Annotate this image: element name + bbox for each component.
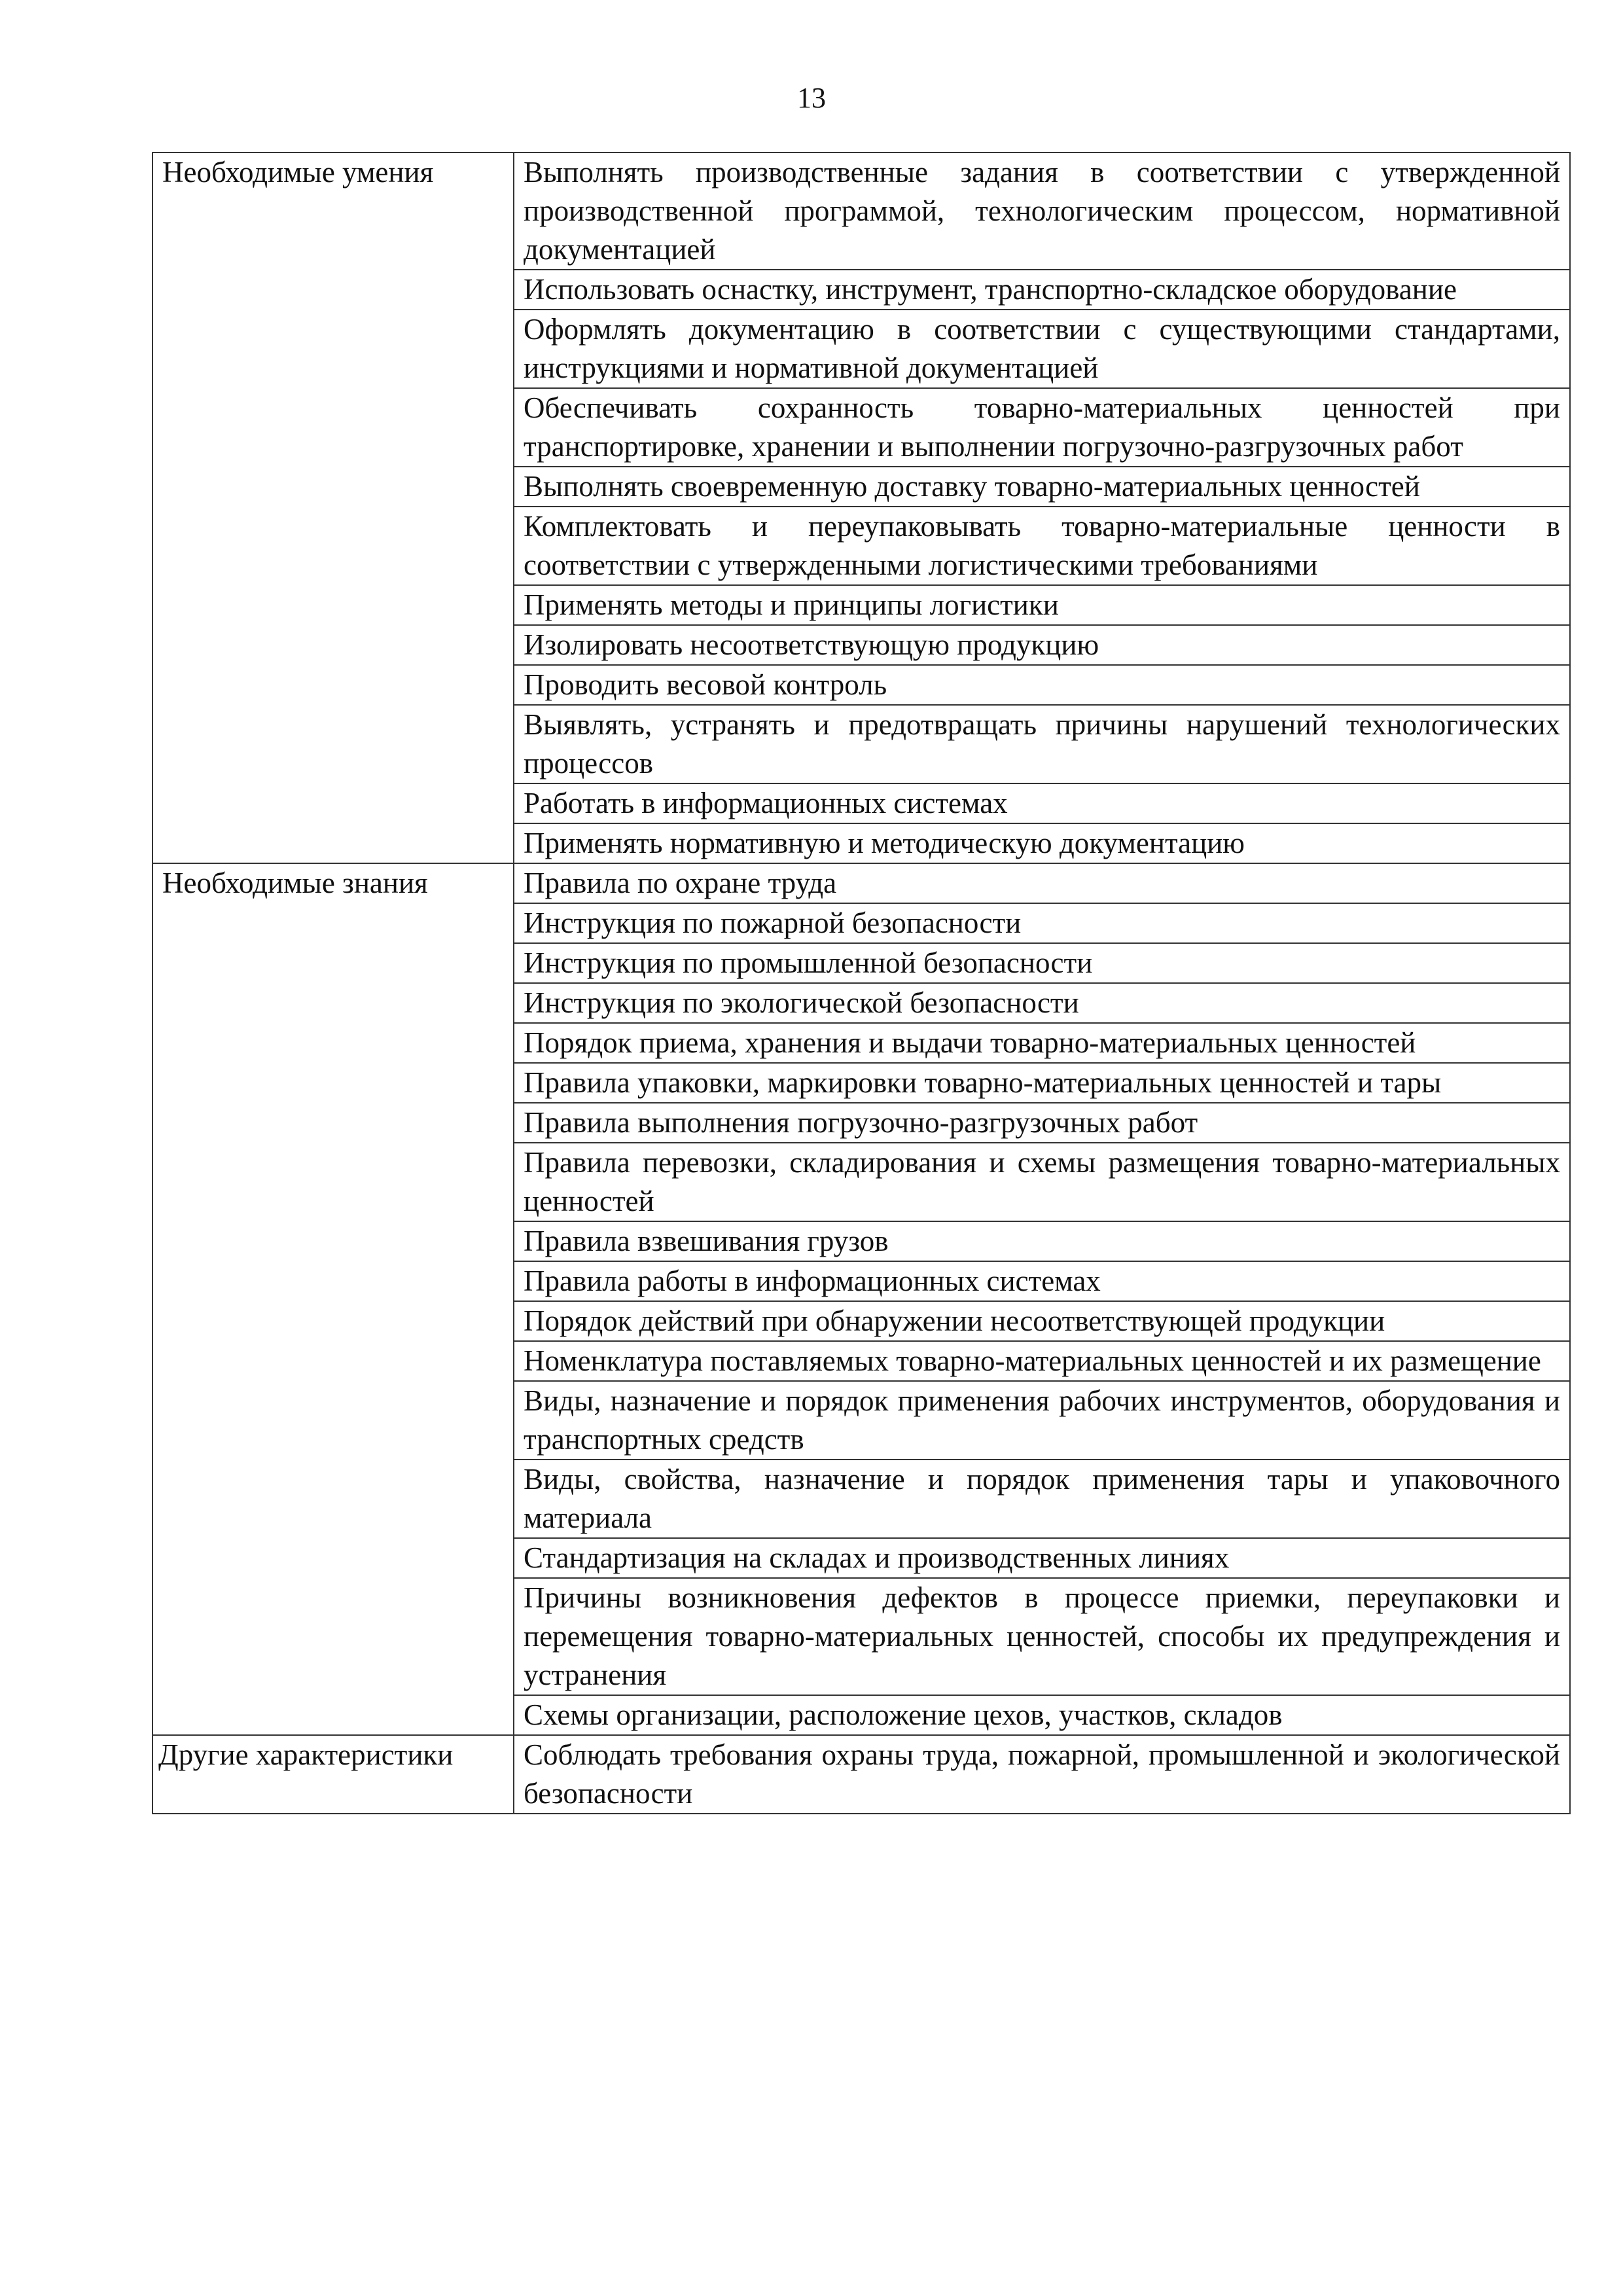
- requirement-item: Соблюдать требования охраны труда, пожарной, промышленной и экологической безопасности: [514, 1735, 1570, 1814]
- requirement-item: Номенклатура поставляемых товарно-материальных ценностей и их размещение: [514, 1341, 1570, 1381]
- requirement-item: Комплектовать и переупаковывать товарно-материальные ценности в соответствии с утвержденными логистическими требованиями: [514, 507, 1570, 585]
- section-label: Необходимые умения: [152, 152, 514, 863]
- requirement-item: Выполнять производственные задания в соответствии с утвержденной производственной программой, технологическим процессом, нормативной документацией: [514, 152, 1570, 270]
- requirement-item: Виды, свойства, назначение и порядок применения тары и упаковочного материала: [514, 1460, 1570, 1538]
- requirement-item: Порядок действий при обнаружении несоответствующей продукции: [514, 1301, 1570, 1341]
- requirement-item: Инструкция по промышленной безопасности: [514, 943, 1570, 983]
- requirement-item: Правила по охране труда: [514, 863, 1570, 903]
- requirement-item: Правила выполнения погрузочно-разгрузочных работ: [514, 1103, 1570, 1143]
- table-row: [152, 152, 1570, 270]
- requirement-item: Инструкция по пожарной безопасности: [514, 903, 1570, 943]
- section-label: Другие характеристики: [152, 1735, 514, 1814]
- requirement-item: Работать в информационных системах: [514, 783, 1570, 823]
- requirement-item: Оформлять документацию в соответствии с существующими стандартами, инструкциями и нормативной документацией: [514, 310, 1570, 388]
- requirement-item: Проводить весовой контроль: [514, 665, 1570, 705]
- table-row: [152, 863, 1570, 903]
- requirement-item: Порядок приема, хранения и выдачи товарно-материальных ценностей: [514, 1023, 1570, 1063]
- requirement-item: Виды, назначение и порядок применения рабочих инструментов, оборудования и транспортных средств: [514, 1381, 1570, 1460]
- requirement-item: Стандартизация на складах и производственных линиях: [514, 1538, 1570, 1578]
- requirement-item: Причины возникновения дефектов в процессе приемки, переупаковки и перемещения товарно-материальных ценностей, способы их предупреждения и устранения: [514, 1578, 1570, 1695]
- competency-table: [152, 152, 1571, 1814]
- requirement-item: Использовать оснастку, инструмент, транспортно-складское оборудование: [514, 270, 1570, 310]
- requirement-item: Выявлять, устранять и предотвращать причины нарушений технологических процессов: [514, 705, 1570, 783]
- requirement-item: Применять нормативную и методическую документацию: [514, 823, 1570, 863]
- requirement-item: Правила взвешивания грузов: [514, 1221, 1570, 1261]
- requirement-item: Изолировать несоответствующую продукцию: [514, 625, 1570, 665]
- requirement-item: Правила упаковки, маркировки товарно-материальных ценностей и тары: [514, 1063, 1570, 1103]
- table-row: [152, 1735, 1570, 1814]
- requirement-item: Правила перевозки, складирования и схемы размещения товарно-материальных ценностей: [514, 1143, 1570, 1221]
- requirement-item: Применять методы и принципы логистики: [514, 585, 1570, 625]
- requirement-item: Правила работы в информационных системах: [514, 1261, 1570, 1301]
- requirement-item: Обеспечивать сохранность товарно-материальных ценностей при транспортировке, хранении и выполнении погрузочно-разгрузочных работ: [514, 388, 1570, 467]
- page-number: 13: [797, 82, 826, 114]
- competency-table-body: [152, 152, 1570, 1814]
- requirement-item: Инструкция по экологической безопасности: [514, 983, 1570, 1023]
- requirement-item: Схемы организации, расположение цехов, участков, складов: [514, 1695, 1570, 1735]
- section-label: Необходимые знания: [152, 863, 514, 1735]
- requirement-item: Выполнять своевременную доставку товарно-материальных ценностей: [514, 467, 1570, 507]
